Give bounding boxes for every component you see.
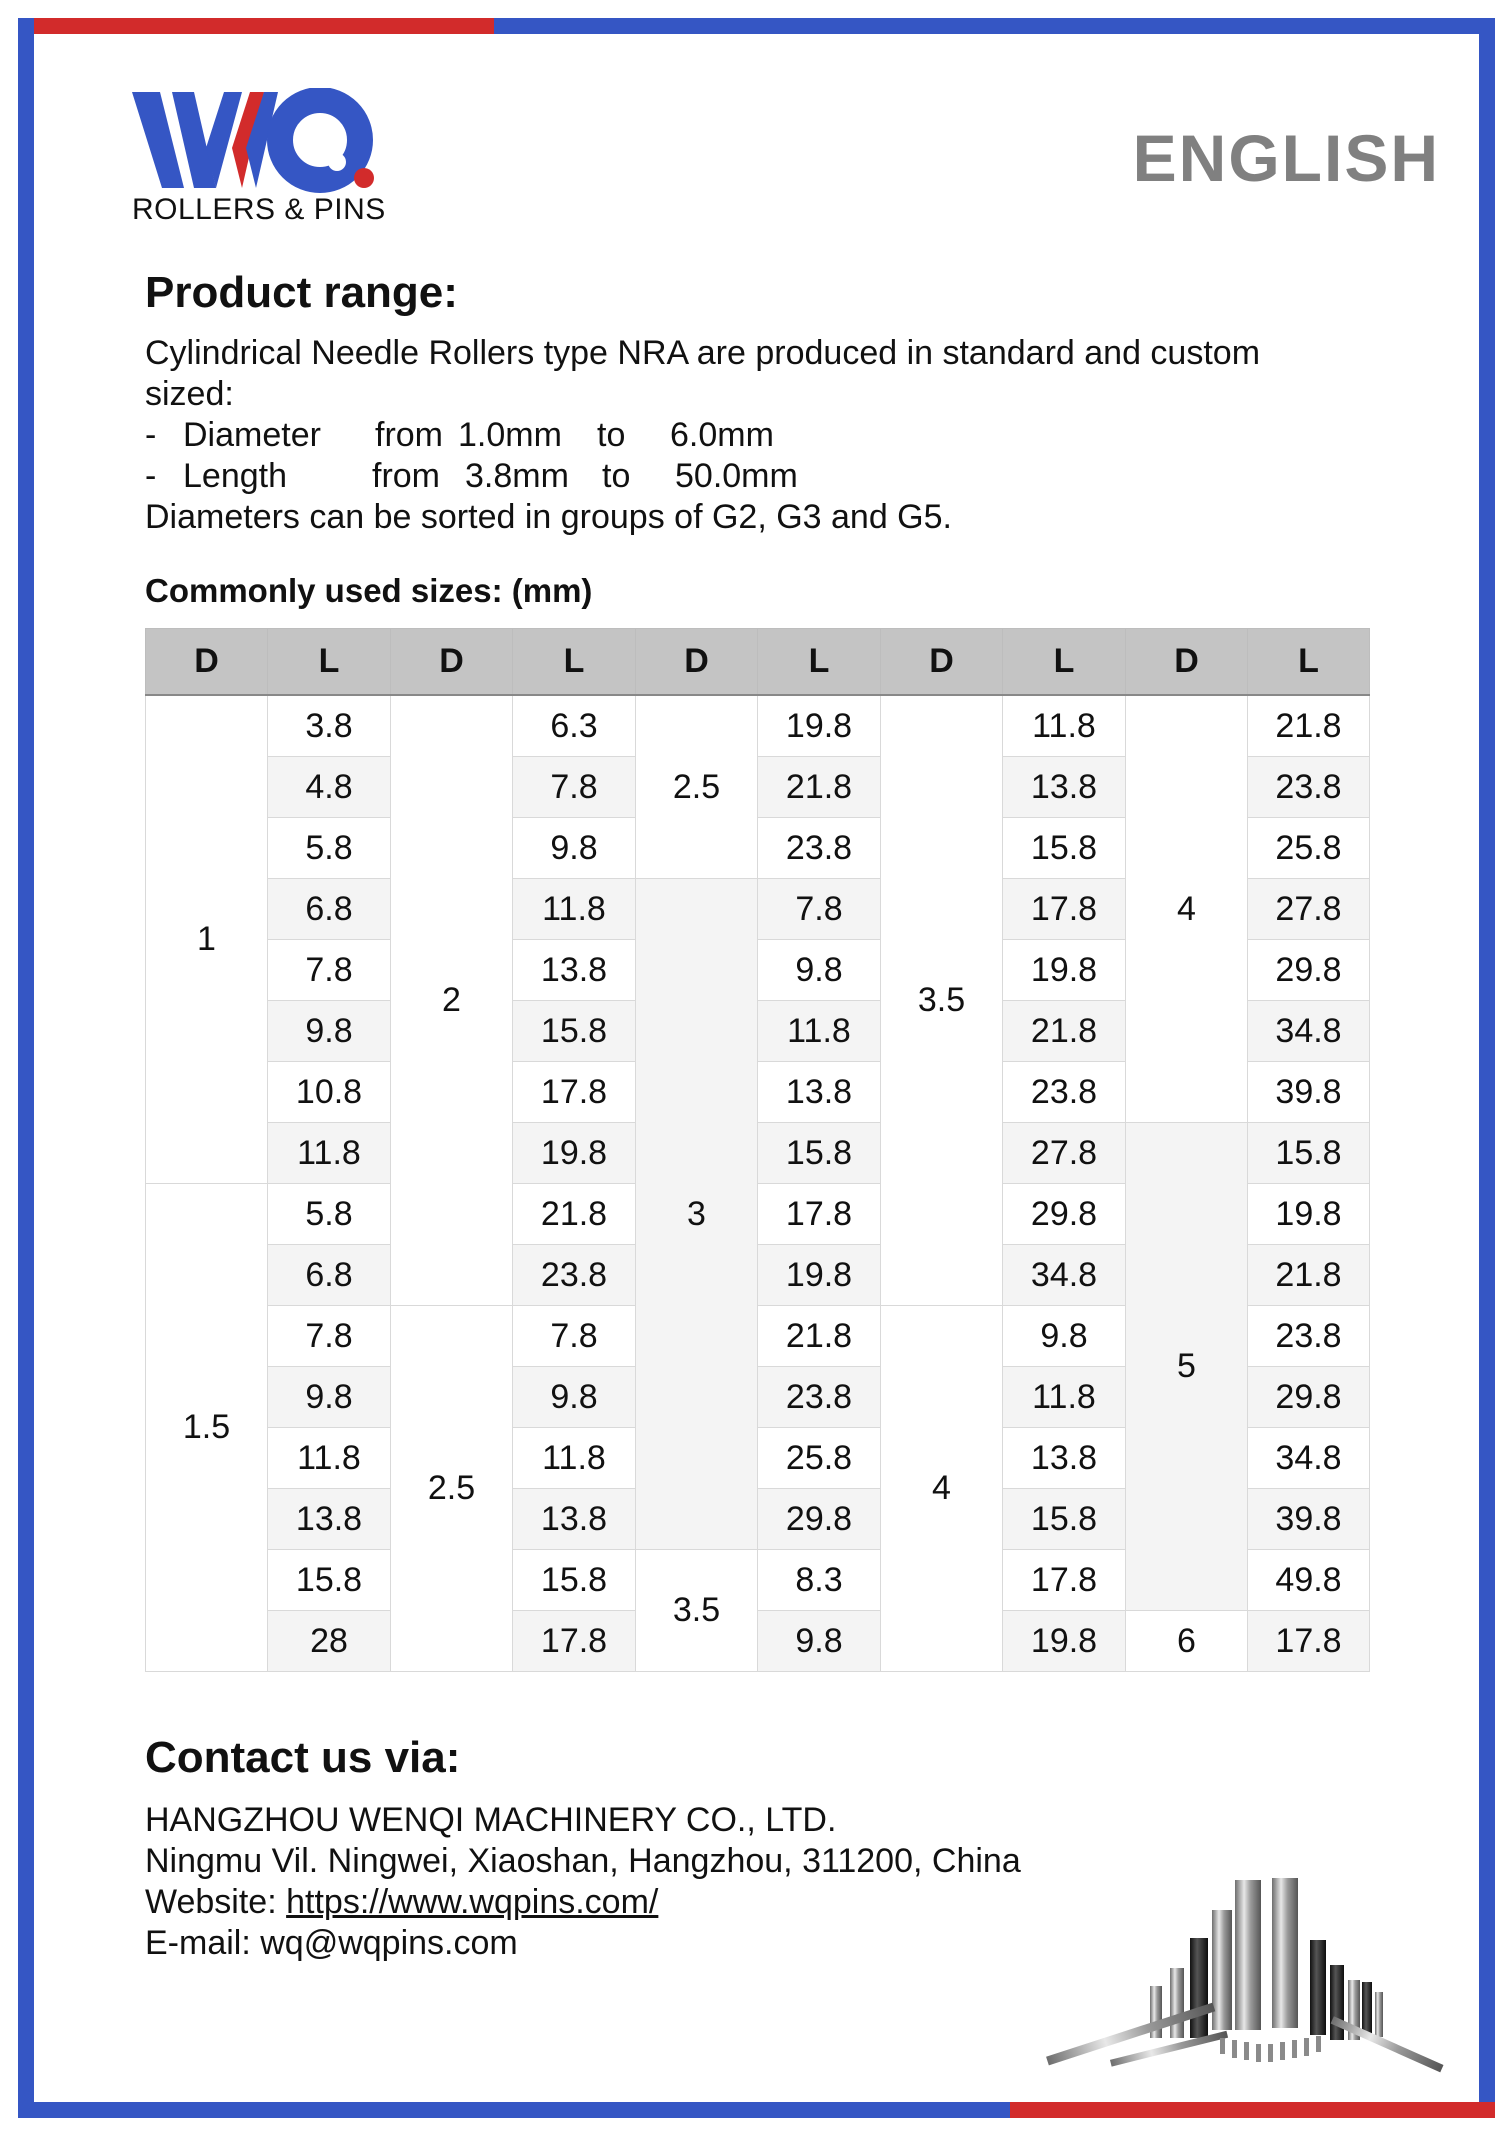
length-cell: 23.8 xyxy=(758,1367,881,1428)
length-cell: 9.8 xyxy=(513,818,636,879)
diameter-cell: 3.5 xyxy=(881,695,1003,1306)
length-cell: 15.8 xyxy=(268,1550,391,1611)
length-cell: 8.3 xyxy=(758,1550,881,1611)
length-cell: 5.8 xyxy=(268,1184,391,1245)
length-cell: 27.8 xyxy=(1003,1123,1126,1184)
length-cell: 39.8 xyxy=(1248,1062,1370,1123)
length-cell: 21.8 xyxy=(758,1306,881,1367)
length-cell: 23.8 xyxy=(1003,1062,1126,1123)
header-d: D xyxy=(881,629,1003,696)
spec-to-value: 50.0mm xyxy=(675,457,798,495)
frame-top-blue xyxy=(494,18,1495,34)
product-range-heading: Product range: xyxy=(145,268,458,317)
company-address: Ningmu Vil. Ningwei, Xiaoshan, Hangzhou, 311200, China xyxy=(145,1842,1021,1880)
header-l: L xyxy=(758,629,881,696)
website-label: Website: xyxy=(145,1883,287,1921)
length-cell: 34.8 xyxy=(1003,1245,1126,1306)
diameter-cell: 3.5 xyxy=(636,1550,758,1672)
length-cell: 11.8 xyxy=(268,1123,391,1184)
length-cell: 9.8 xyxy=(758,940,881,1001)
length-cell: 15.8 xyxy=(513,1550,636,1611)
header-l: L xyxy=(1003,629,1126,696)
header-l: L xyxy=(268,629,391,696)
length-cell: 13.8 xyxy=(513,1489,636,1550)
length-cell: 17.8 xyxy=(758,1184,881,1245)
header-row xyxy=(146,629,1370,696)
length-cell: 5.8 xyxy=(268,818,391,879)
company-name: HANGZHOU WENQI MACHINERY CO., LTD. xyxy=(145,1801,837,1839)
brand-tagline: ROLLERS & PINS xyxy=(132,193,386,226)
spec-from-value: 1.0mm xyxy=(458,416,562,454)
length-cell: 17.8 xyxy=(513,1611,636,1672)
length-cell: 7.8 xyxy=(268,1306,391,1367)
length-cell: 34.8 xyxy=(1248,1001,1370,1062)
spec-from: from xyxy=(375,416,443,454)
diameter-cell: 2.5 xyxy=(391,1306,513,1672)
length-cell: 49.8 xyxy=(1248,1550,1370,1611)
header-d: D xyxy=(146,629,268,696)
length-cell: 39.8 xyxy=(1248,1489,1370,1550)
diameter-cell: 2 xyxy=(391,695,513,1306)
sizes-table xyxy=(145,628,1370,1672)
length-cell: 19.8 xyxy=(758,1245,881,1306)
length-cell: 15.8 xyxy=(758,1123,881,1184)
sizes-heading: Commonly used sizes: (mm) xyxy=(145,572,593,609)
diameter-cell: 4 xyxy=(1126,695,1248,1123)
spec-from-value: 3.8mm xyxy=(465,457,569,495)
length-cell: 23.8 xyxy=(758,818,881,879)
length-cell: 13.8 xyxy=(513,940,636,1001)
spec-to: to xyxy=(597,416,626,454)
diameter-cell: 1 xyxy=(146,695,268,1184)
length-cell: 6.8 xyxy=(268,879,391,940)
spec-dash: - xyxy=(145,416,157,454)
spec-from: from xyxy=(372,457,440,495)
header-d: D xyxy=(1126,629,1248,696)
length-cell: 29.8 xyxy=(758,1489,881,1550)
header-l: L xyxy=(1248,629,1370,696)
length-cell: 9.8 xyxy=(758,1611,881,1672)
length-cell: 15.8 xyxy=(1003,1489,1126,1550)
intro-line-2: sized: xyxy=(145,375,234,413)
length-cell: 21.8 xyxy=(1248,1245,1370,1306)
diameter-cell: 5 xyxy=(1126,1123,1248,1611)
length-cell: 13.8 xyxy=(1003,1428,1126,1489)
length-cell: 11.8 xyxy=(513,1428,636,1489)
spec-to-value: 6.0mm xyxy=(670,416,774,454)
rollers-pins-photo xyxy=(1040,1870,1460,2090)
website-line xyxy=(145,1882,658,1923)
table-row xyxy=(146,695,1370,757)
header-d: D xyxy=(391,629,513,696)
sort-note: Diameters can be sorted in groups of G2, G3 and G5. xyxy=(145,498,952,536)
spec-label: Length xyxy=(183,457,287,495)
length-cell: 19.8 xyxy=(1003,1611,1126,1672)
length-cell: 28 xyxy=(268,1611,391,1672)
length-cell: 11.8 xyxy=(1003,695,1126,757)
header-l: L xyxy=(513,629,636,696)
length-cell: 7.8 xyxy=(268,940,391,1001)
length-cell: 13.8 xyxy=(1003,757,1126,818)
length-cell: 17.8 xyxy=(513,1062,636,1123)
length-cell: 9.8 xyxy=(268,1367,391,1428)
length-cell: 11.8 xyxy=(513,879,636,940)
length-cell: 6.8 xyxy=(268,1245,391,1306)
diameter-cell: 3 xyxy=(636,879,758,1550)
length-cell: 29.8 xyxy=(1248,940,1370,1001)
length-cell: 15.8 xyxy=(1248,1123,1370,1184)
length-cell: 9.8 xyxy=(1003,1306,1126,1367)
sizes-body xyxy=(146,695,1370,1672)
length-cell: 3.8 xyxy=(268,695,391,757)
length-cell: 19.8 xyxy=(758,695,881,757)
table-row xyxy=(146,1611,1370,1672)
intro-line-1: Cylindrical Needle Rollers type NRA are produced in standard and custom xyxy=(145,334,1261,372)
length-cell: 9.8 xyxy=(513,1367,636,1428)
language-label: ENGLISH xyxy=(1132,121,1440,195)
length-cell: 23.8 xyxy=(513,1245,636,1306)
diameter-cell: 6 xyxy=(1126,1611,1248,1672)
length-cell: 4.8 xyxy=(268,757,391,818)
length-cell: 29.8 xyxy=(1003,1184,1126,1245)
length-cell: 7.8 xyxy=(513,1306,636,1367)
length-cell: 11.8 xyxy=(758,1001,881,1062)
length-cell: 17.8 xyxy=(1003,1550,1126,1611)
length-cell: 21.8 xyxy=(1248,695,1370,757)
length-cell: 10.8 xyxy=(268,1062,391,1123)
length-cell: 6.3 xyxy=(513,695,636,757)
length-cell: 23.8 xyxy=(1248,1306,1370,1367)
frame-right xyxy=(1479,18,1495,2118)
length-cell: 25.8 xyxy=(758,1428,881,1489)
contact-heading: Contact us via: xyxy=(145,1733,461,1782)
length-cell: 13.8 xyxy=(758,1062,881,1123)
length-cell: 11.8 xyxy=(268,1428,391,1489)
website-link[interactable]: https://www.wqpins.com/ xyxy=(286,1883,659,1921)
frame-bottom-blue xyxy=(18,2102,1010,2118)
diameter-cell: 1.5 xyxy=(146,1184,268,1672)
length-cell: 7.8 xyxy=(758,879,881,940)
length-cell: 19.8 xyxy=(1003,940,1126,1001)
length-cell: 7.8 xyxy=(513,757,636,818)
length-cell: 19.8 xyxy=(513,1123,636,1184)
length-cell: 21.8 xyxy=(1003,1001,1126,1062)
length-cell: 23.8 xyxy=(1248,757,1370,818)
length-cell: 29.8 xyxy=(1248,1367,1370,1428)
diameter-cell: 2.5 xyxy=(636,695,758,879)
spec-to: to xyxy=(602,457,631,495)
spec-label: Diameter xyxy=(183,416,321,454)
header-d: D xyxy=(636,629,758,696)
length-cell: 21.8 xyxy=(758,757,881,818)
length-cell: 21.8 xyxy=(513,1184,636,1245)
table-row xyxy=(146,1123,1370,1184)
email-line: E-mail: wq@wqpins.com xyxy=(145,1924,518,1962)
length-cell: 34.8 xyxy=(1248,1428,1370,1489)
length-cell: 19.8 xyxy=(1248,1184,1370,1245)
length-cell: 11.8 xyxy=(1003,1367,1126,1428)
length-cell: 9.8 xyxy=(268,1001,391,1062)
length-cell: 15.8 xyxy=(1003,818,1126,879)
frame-top-red xyxy=(18,18,494,34)
frame-left xyxy=(18,18,34,2118)
length-cell: 25.8 xyxy=(1248,818,1370,879)
frame-bottom-red xyxy=(1010,2102,1495,2118)
length-cell: 17.8 xyxy=(1003,879,1126,940)
spec-dash: - xyxy=(145,457,157,495)
length-cell: 15.8 xyxy=(513,1001,636,1062)
length-cell: 27.8 xyxy=(1248,879,1370,940)
diameter-cell: 4 xyxy=(881,1306,1003,1672)
length-cell: 13.8 xyxy=(268,1489,391,1550)
length-cell: 17.8 xyxy=(1248,1611,1370,1672)
